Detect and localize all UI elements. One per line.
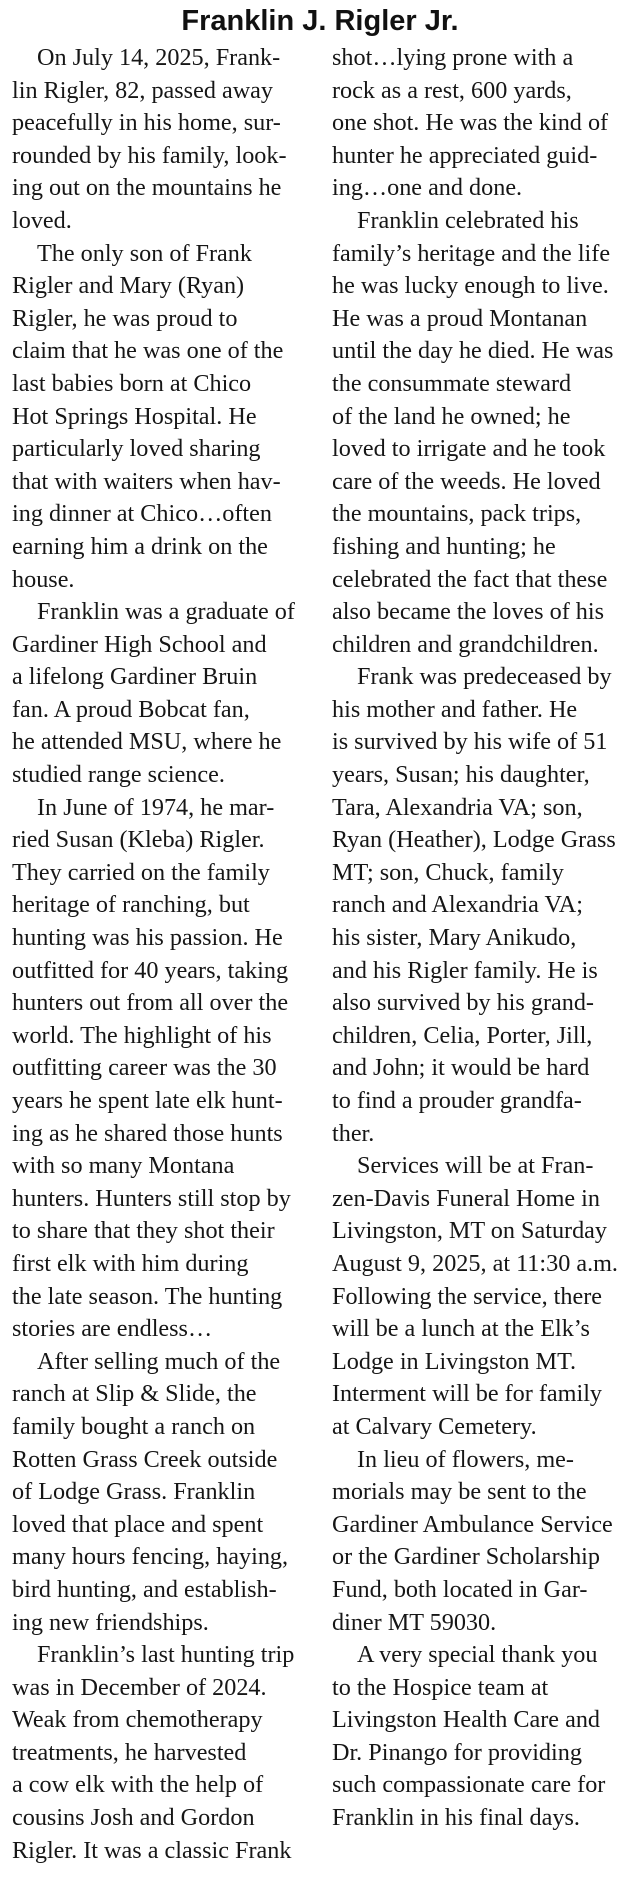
text-line: ther. (332, 1119, 375, 1147)
text-line: On July 14, 2025, Frank- (37, 44, 281, 71)
right-text-column (332, 42, 634, 1835)
text-line: celebrated the fact that these (332, 565, 608, 593)
text-line: treatments, he harvested (12, 1738, 247, 1766)
text-line: ing as he shared those hunts (12, 1119, 283, 1147)
text-line: Frank was predeceased by (357, 663, 612, 691)
text-line: rounded by his family, look- (12, 141, 287, 169)
text-line: fan. A proud Bobcat fan, (12, 695, 250, 723)
text-line: outfitting career was the 30 (12, 1054, 277, 1082)
text-line: such compassionate care for (332, 1771, 606, 1799)
text-line: hunter he appreciated guid- (332, 141, 598, 169)
text-line: They carried on the family (12, 858, 270, 886)
text-line: Services will be at Fran- (357, 1152, 594, 1180)
text-line: children, Celia, Porter, Jill, (332, 1021, 593, 1049)
text-line: Gardiner High School and (12, 630, 267, 658)
text-line: Franklin’s last hunting trip (37, 1641, 295, 1669)
text-line: Franklin was a graduate of (37, 598, 295, 626)
text-line: loved. (12, 206, 72, 234)
text-line: hunters. Hunters still stop by (12, 1184, 291, 1212)
text-line: and his Rigler family. He is (332, 956, 598, 984)
text-line: also became the loves of his (332, 598, 605, 626)
text-line: of Lodge Grass. Franklin (12, 1478, 256, 1506)
text-line: After selling much of the (37, 1347, 281, 1375)
text-line: particularly loved sharing (12, 435, 261, 463)
text-line: he attended MSU, where he (12, 728, 282, 756)
text-line: lin Rigler, 82, passed away (12, 76, 274, 104)
text-line: shot…lying prone with a (332, 44, 574, 71)
text-line: Fund, both located in Gar- (332, 1575, 588, 1603)
text-line: claim that he was one of the (12, 337, 284, 365)
text-line: Hot Springs Hospital. He (12, 402, 257, 430)
text-line: the consummate steward (332, 369, 572, 397)
text-line: In June of 1974, he mar- (37, 793, 275, 821)
text-line: world. The highlight of his (12, 1021, 272, 1049)
text-line: ranch and Alexandria VA; (332, 891, 583, 919)
text-line: that with waiters when hav- (12, 467, 281, 495)
text-line: Livingston Health Care and (332, 1706, 601, 1734)
text-line: ing out on the mountains he (12, 174, 282, 202)
text-line: first elk with him during (12, 1249, 249, 1277)
text-line: Following the service, there (332, 1282, 603, 1310)
text-line: ing new friendships. (12, 1608, 209, 1636)
text-line: bird hunting, and establish- (12, 1575, 277, 1603)
text-line: ried Susan (Kleba) Rigler. (12, 826, 265, 854)
text-line: MT; son, Chuck, family (332, 858, 564, 886)
text-line: last babies born at Chico (12, 369, 252, 397)
obituary-title: Franklin J. Rigler Jr. (181, 5, 459, 37)
text-line: Dr. Pinango for providing (332, 1738, 582, 1766)
text-line: Rigler and Mary (Ryan) (12, 272, 245, 300)
text-line: Gardiner Ambulance Service (332, 1510, 613, 1538)
text-line: Rigler, he was proud to (12, 304, 238, 332)
text-line: He was a proud Montanan (332, 304, 588, 332)
text-line: will be a lunch at the Elk’s (332, 1315, 590, 1343)
text-line: Interment will be for family (332, 1380, 603, 1408)
text-line: ing…one and done. (332, 174, 523, 202)
text-line: rock as a rest, 600 yards, (332, 76, 572, 104)
text-line: ranch at Slip & Slide, the (12, 1380, 257, 1408)
text-line: and John; it would be hard (332, 1054, 590, 1082)
text-line: his sister, Mary Anikudo, (332, 924, 577, 952)
left-text-column (12, 42, 318, 1867)
text-line: a lifelong Gardiner Bruin (12, 663, 258, 691)
text-line: to the Hospice team at (332, 1673, 549, 1701)
text-line: the late season. The hunting (12, 1282, 283, 1310)
text-line: loved to irrigate and he took (332, 435, 606, 463)
text-line: Tara, Alexandria VA; son, (332, 793, 583, 821)
text-line: The only son of Frank (37, 239, 252, 267)
text-line: was in December of 2024. (12, 1673, 267, 1701)
text-line: of the land he owned; he (332, 402, 571, 430)
text-line: morials may be sent to the (332, 1478, 587, 1506)
text-line: loved that place and spent (12, 1510, 264, 1538)
text-line: to find a prouder grandfa- (332, 1087, 582, 1114)
text-line: with so many Montana (12, 1152, 235, 1180)
text-line: cousins Josh and Gordon (12, 1804, 255, 1832)
text-line: Rigler. It was a classic Frank (12, 1836, 292, 1864)
text-line: family’s heritage and the life (332, 239, 611, 267)
text-line: Rotten Grass Creek outside (12, 1445, 278, 1473)
text-line: he was lucky enough to live. (332, 272, 609, 300)
text-line: is survived by his wife of 51 (332, 728, 608, 756)
text-line: a cow elk with the help of (12, 1771, 264, 1799)
text-line: house. (12, 565, 75, 593)
text-line: A very special thank you (357, 1641, 598, 1669)
text-line: Franklin celebrated his (357, 206, 579, 234)
text-line: his mother and father. He (332, 695, 578, 723)
text-line: care of the weeds. He loved (332, 467, 601, 495)
text-line: or the Gardiner Scholarship (332, 1543, 600, 1571)
text-line: years he spent late elk hunt- (12, 1087, 283, 1114)
text-line: children and grandchildren. (332, 630, 599, 658)
text-line: Franklin in his final days. (332, 1804, 580, 1832)
text-line: outfitted for 40 years, taking (12, 956, 289, 984)
text-line: the mountains, pack trips, (332, 500, 582, 528)
text-line: zen-Davis Funeral Home in (332, 1184, 600, 1212)
text-line: to share that they shot their (12, 1217, 275, 1245)
text-line: stories are endless… (12, 1315, 213, 1343)
text-line: hunting was his passion. He (12, 924, 283, 952)
text-line: In lieu of flowers, me- (357, 1445, 574, 1473)
text-line: diner MT 59030. (332, 1608, 497, 1636)
text-line: one shot. He was the kind of (332, 109, 609, 137)
text-line: Weak from chemotherapy (12, 1706, 263, 1734)
text-line: also survived by his grand- (332, 989, 594, 1017)
text-line: family bought a ranch on (12, 1412, 256, 1440)
text-line: fishing and hunting; he (332, 532, 556, 560)
text-line: Livingston, MT on Saturday (332, 1217, 608, 1245)
text-line: earning him a drink on the (12, 532, 268, 560)
text-line: until the day he died. He was (332, 337, 614, 365)
text-line: studied range science. (12, 761, 225, 789)
text-line: ing dinner at Chico…often (12, 500, 272, 528)
text-line: heritage of ranching, but (12, 891, 250, 919)
text-line: Lodge in Livingston MT. (332, 1347, 577, 1375)
text-line: August 9, 2025, at 11:30 a.m. (332, 1249, 618, 1277)
text-line: many hours fencing, haying, (12, 1543, 289, 1571)
text-line: years, Susan; his daughter, (332, 761, 590, 789)
text-line: Ryan (Heather), Lodge Grass (332, 826, 616, 854)
text-line: hunters out from all over the (12, 989, 289, 1017)
text-line: at Calvary Cemetery. (332, 1412, 537, 1440)
text-line: peacefully in his home, sur- (12, 109, 281, 137)
